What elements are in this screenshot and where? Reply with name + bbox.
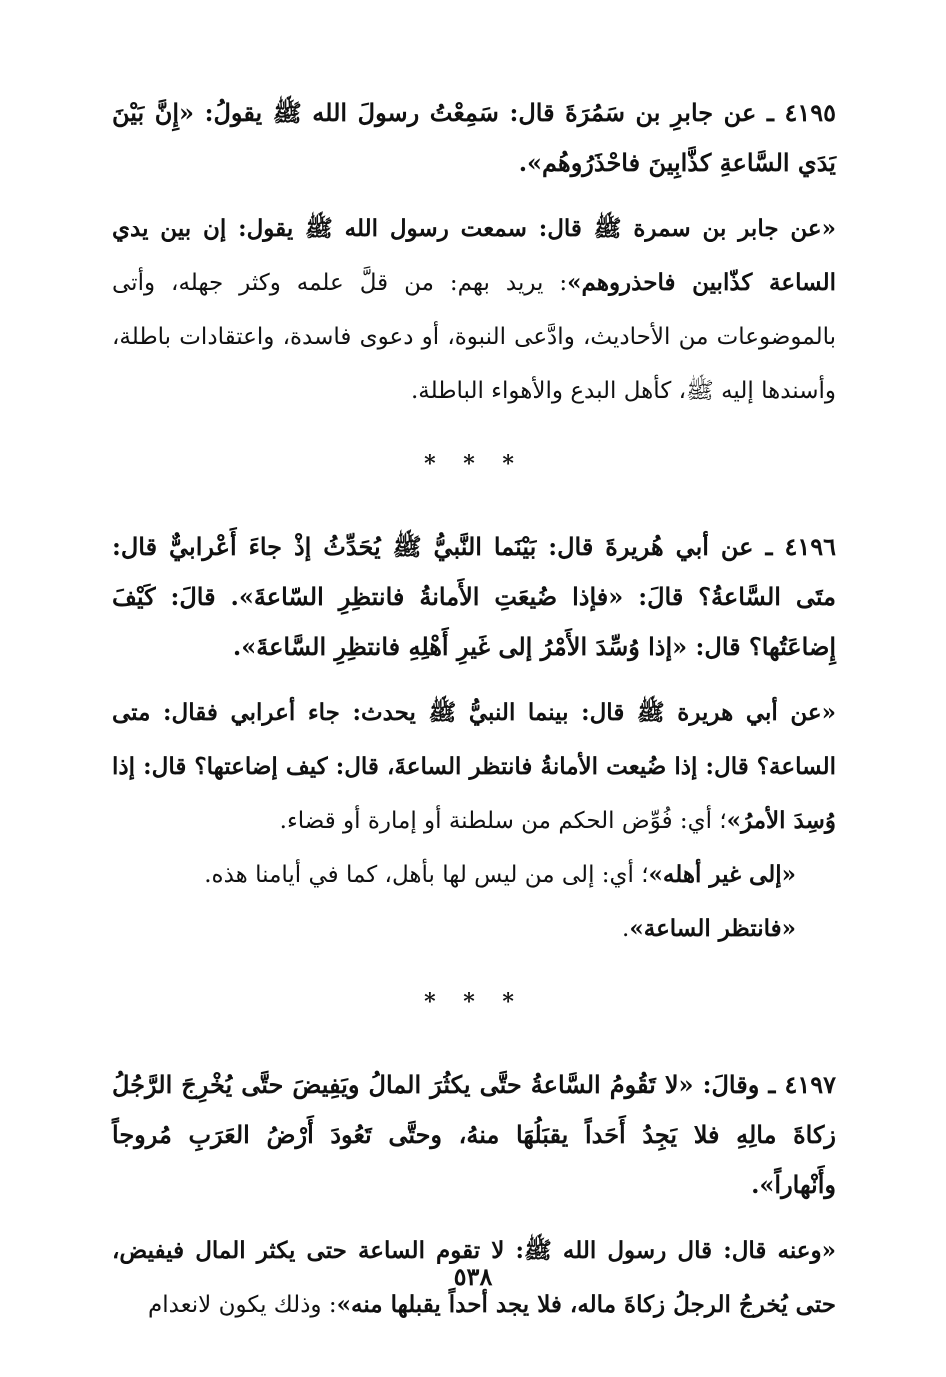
commentary-4195-quote: «عن جابر بن سمرة ﷺ قال: سمعت رسول الله ﷺ يقول: إن بين يدي الساعة كذّابين فاحذروهم» [112,215,836,296]
hadith-4196-text: ٤١٩٦ ـ عن أبي هُريرةَ قال: بَيْنَما النَّبيُّ ﷺ يُحَدِّثُ إذْ جاءَ أَعْرابيٌّ قال: متَى السَّاعةُ؟ قالَ: «فإذا ضُيعَتِ الأَمانةُ فانتظِرِ السّاعةَ». قالَ: كَيْفَ إِضاعَتُها؟ قال: «إذا وُسِّدَ الأَمْرُ إلى غَيرِ أَهْلِهِ فانتظِرِ السَّاعةَ». [112,532,836,661]
hadith-4197-text: ٤١٩٧ ـ وقالَ: «لا تَقُومُ السَّاعةُ حتَّى يكثُرَ المالُ ويَفِيضَ حتَّى يُخْرِجَ الرَّجُلُ زكاةَ مالِهِ فلا يَجِدُ أَحَداً يقبَلُهَا منهُ، وحتَّى تَعُودَ أَرْضُ العَرَبِ مُروجاً وأَنْهاراً». [112,1070,836,1199]
commentary-4195 [112,202,836,418]
commentary-4195-explanation: : يريد بهم: من قلَّ علمه وكثر جهله، وأتى بالموضوعات من الأحاديث، وادَّعى النبوة، أو دعوى فاسدة، واعتقادات باطلة، وأسندها إليه ﷺ، كأهل البدع والأهواء الباطلة. [112,270,836,404]
page-body [112,88,836,1332]
commentary-4196-part3 [112,902,836,956]
commentary-4197-explanation: : وذلك يكون لانعدام [147,1292,337,1318]
commentary-4196-quote-2: «إلى غير أهله» [648,861,796,888]
commentary-4196-quote-3: «فانتظر الساعة» [629,915,796,942]
commentary-4196 [112,686,836,848]
commentary-4196-explanation-3: . [622,916,630,942]
commentary-4196-part2 [112,848,836,902]
commentary-4196-explanation: ؛ أي: فُوِّض الحكم من سلطنة أو إمارة أو قضاء. [279,808,727,834]
hadith-4195-text: ٤١٩٥ ـ عن جابرِ بن سَمُرَةَ قال: سَمِعْتُ رسولَ الله ﷺ يقولُ: «إِنَّ بَيْنَ يَدَي السَّاعةِ كذَّابِينَ فاحْذَرُوهُم». [112,98,836,177]
section-separator-2: * * * [424,989,524,1015]
commentary-4196-explanation-2: ؛ أي: إلى من ليس لها بأهل، كما في أيامنا هذه. [204,862,649,888]
commentary-4197-quote: «وعنه قال: قال رسول الله ﷺ: لا تقوم الساعة حتى يكثر المال فيفيض، حتى يُخرجُ الرجلُ زكاةَ ماله، فلا يجد أحداً يقبلها منه» [112,1237,836,1318]
section-separator-1: * * * [424,451,524,477]
page-number: ٥٣٨ [453,1262,493,1291]
commentary-4196-quote: «عن أبي هريرة ﷺ قال: بينما النبيُّ ﷺ يحدث: جاء أعرابي فقال: متى الساعة؟ قال: إذا ضُيعت الأمانةُ فانتظر الساعةَ، قال: كيف إضاعتها؟ قال: إذا وُسِدَ الأمرُ» [112,699,836,834]
